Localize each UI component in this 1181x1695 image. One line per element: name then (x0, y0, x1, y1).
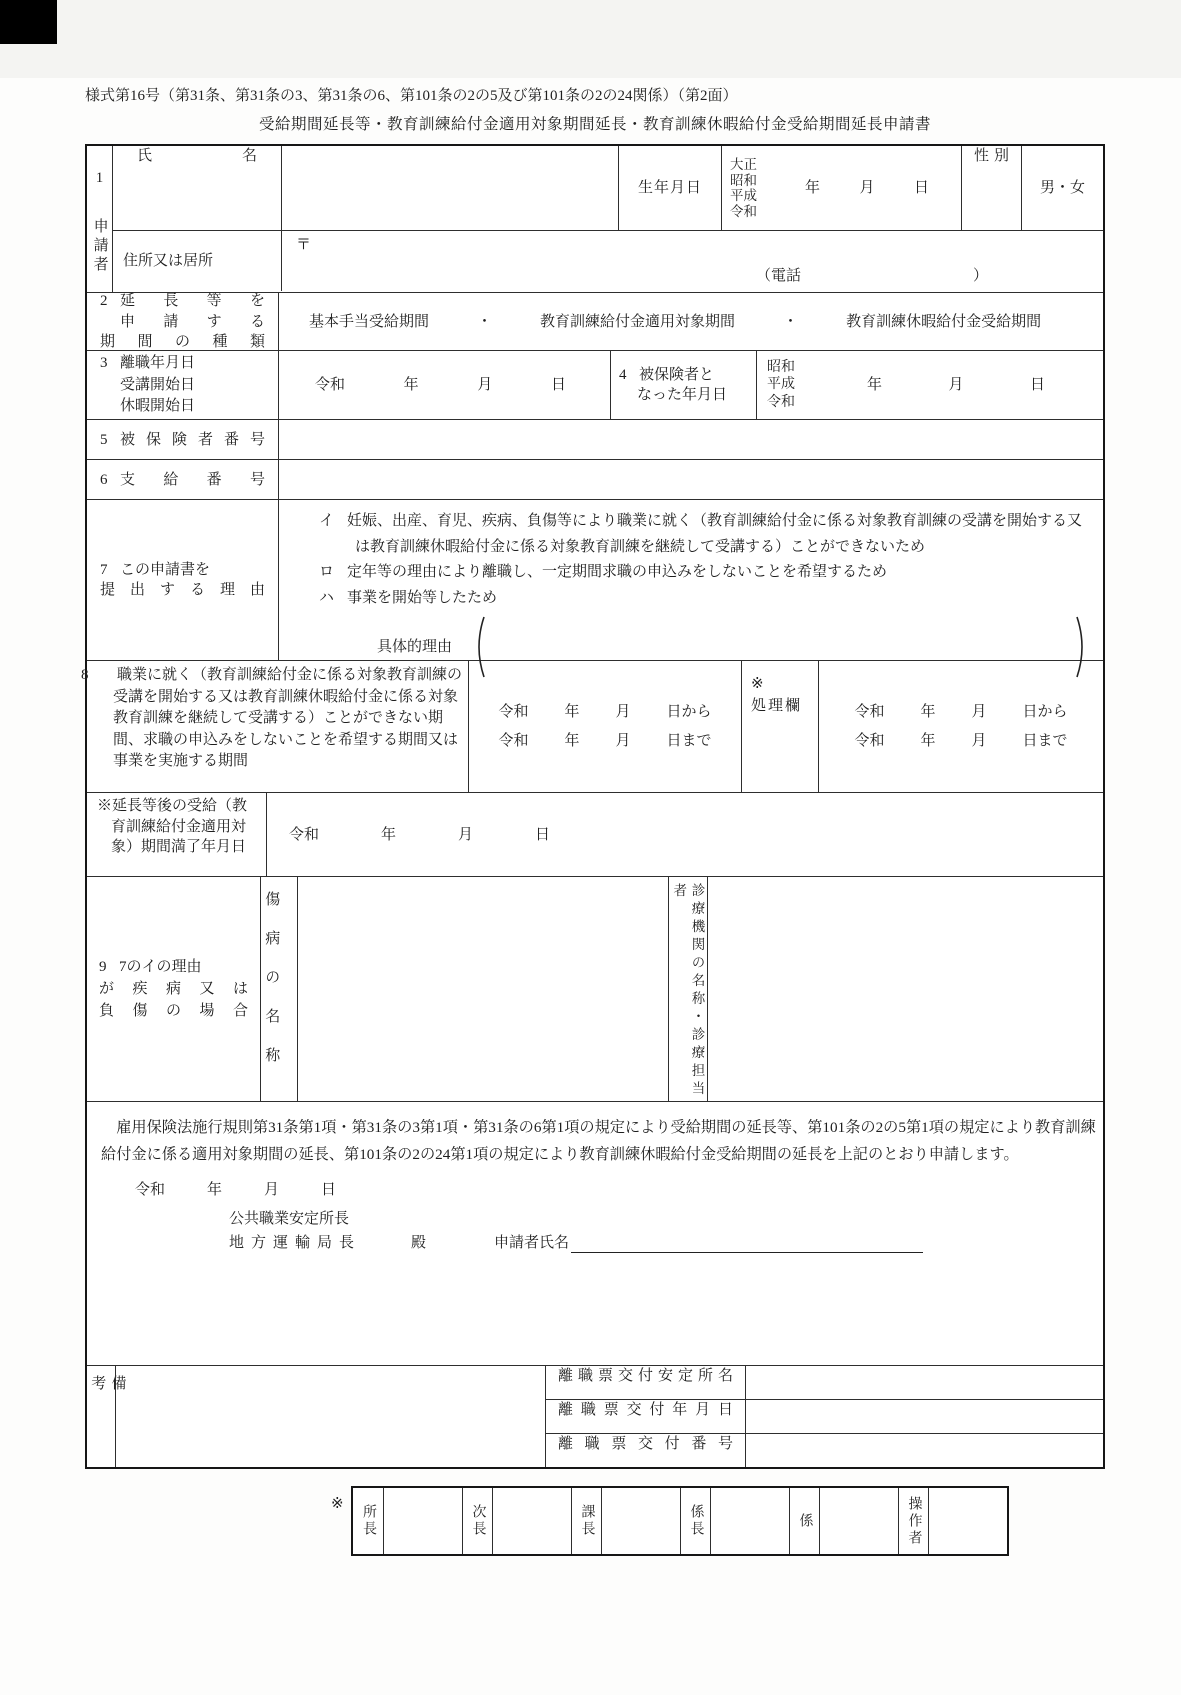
payment-number-row (87, 459, 1103, 499)
slip-number-input-cell[interactable] (746, 1434, 1103, 1467)
period-type-option-basic[interactable]: 基本手当受給期間 (309, 313, 430, 330)
insured-date-label-cell: 4 被保険者と なった年月日 (610, 351, 756, 419)
expiry-label-cell: ※延長等後の受給（教育訓練給付金適用対象）期間満了年月日 (97, 798, 248, 856)
slip-date-input-cell[interactable] (746, 1400, 1103, 1433)
applicant-row-header (87, 146, 112, 292)
clinic-input-cell[interactable] (707, 877, 1103, 1101)
name-label-cell (113, 146, 281, 230)
stamp-label-section-chief: 課長 (571, 1488, 601, 1554)
phone-open-label: （電話 (756, 267, 802, 284)
detail-reason-label: 具体的理由 (377, 639, 453, 656)
applicant-row (87, 146, 1103, 292)
illness-label-cell: 9 7のイの理由 が疾病又は 負傷の場合 (99, 959, 248, 1020)
separation-slip-table (545, 1366, 1103, 1467)
sex-options[interactable]: 男・女 (1039, 180, 1085, 197)
scan-artifact-mark (0, 0, 57, 44)
remarks-label-cell (87, 1366, 126, 1467)
birth-date-label: 生年月日 (637, 180, 702, 197)
stamp-cell-director[interactable] (383, 1488, 462, 1554)
birth-ymd-units: 年 月 日 (805, 180, 929, 197)
insured-ymd-units: 年 月 日 (867, 377, 1045, 394)
period-type-option-training[interactable]: 教育訓練給付金適用対象期間 (540, 313, 736, 330)
clinic-label-cell (668, 877, 707, 1101)
postal-mark: 〒 (296, 237, 312, 254)
declaration-cell (87, 1102, 1110, 1365)
applicant-name-signature-line[interactable] (571, 1237, 923, 1253)
period-type-row (87, 292, 1103, 350)
addressee-transport-bureau: 地方運輸局長 (229, 1234, 362, 1251)
declaration-date-input[interactable]: 令和 年 月 日 (135, 1182, 337, 1199)
payment-number-label-cell: 6 支給番号 (100, 471, 265, 488)
birth-date-input-cell[interactable] (721, 146, 961, 230)
clinic-label: 診療機関の名称・診療担当者 (671, 883, 705, 1100)
stamp-cell-deputy-director[interactable] (492, 1488, 571, 1554)
processing-to-line: 令和 年 月 日まで (854, 733, 1068, 750)
option-separator: ・ (783, 313, 799, 330)
remarks-row (87, 1365, 1103, 1467)
honorific-label: 殿 (411, 1234, 427, 1251)
remarks-label: 備考 (89, 1375, 126, 1437)
period-row (81, 660, 1103, 792)
form-number-line: 様式第16号（第31条、第31条の3、第31条の6、第101条の2の5及び第101条の2の24関係）（第2面） (85, 88, 738, 104)
address-input-cell[interactable] (281, 231, 1103, 291)
slip-date-label-cell: 離職票交付年月日 (546, 1400, 746, 1433)
reason-option-ha[interactable]: ハ 事業を開始等したため (319, 589, 498, 606)
option-separator: ・ (477, 313, 493, 330)
applicant-name-label: 申請者氏名 (494, 1234, 570, 1251)
injury-name-input-cell[interactable] (297, 877, 668, 1101)
reason-label-cell: 7 この申請書を 提出する理由 (100, 561, 265, 599)
stamp-cell-operator[interactable] (928, 1488, 1007, 1554)
processing-column-label-cell (741, 661, 818, 792)
address-label-cell (113, 231, 281, 291)
applicant-row-number: 1 (95, 170, 104, 187)
slip-office-row (546, 1366, 1103, 1399)
period-to-line: 令和 年 月 日まで (498, 733, 712, 750)
payment-number-input-cell[interactable] (278, 460, 1103, 499)
sex-choice-cell[interactable] (1021, 146, 1103, 230)
name-input-cell[interactable] (281, 146, 618, 230)
form-title: 受給期間延長等・教育訓練給付金適用対象期間延長・教育訓練休暇給付金受給期間延長申請書 (258, 116, 931, 134)
injury-name-label-cell (260, 877, 297, 1101)
stamp-cell-section-chief[interactable] (601, 1488, 680, 1554)
injury-name-label: 傷病の名称 (263, 891, 280, 1087)
period-type-options-cell (278, 293, 1103, 350)
period-type-option-leave[interactable]: 教育訓練休暇給付金受給期間 (846, 313, 1042, 330)
reason-options-cell (278, 500, 1103, 660)
stamp-label-deputy-director: 次長 (462, 1488, 492, 1554)
insured-number-row (87, 419, 1103, 459)
expiry-date-input-cell[interactable]: 令和 年 月 日 (266, 793, 1103, 876)
stamp-label-director: 所長 (361, 1504, 377, 1539)
phone-close-label: ） (972, 267, 988, 284)
sex-label-cell (961, 146, 1021, 230)
stamp-label-staff: 係 (789, 1488, 819, 1554)
approval-mark: ※ (331, 1496, 344, 1513)
address-label: 住所又は居所 (123, 253, 214, 270)
addressee-public-employment-office: 公共職業安定所長 (229, 1211, 350, 1228)
processing-period-input-cell[interactable] (818, 661, 1103, 792)
expiry-row (87, 792, 1103, 876)
separation-date-row (87, 350, 1103, 419)
stamp-label-subsection-chief: 係長 (680, 1488, 710, 1554)
reason-option-ro[interactable]: ロ 定年等の理由により離職し、一定期間求職の申込みをしないことを希望するため (319, 564, 888, 581)
stamp-cell-staff[interactable] (819, 1488, 898, 1554)
illness-row (87, 876, 1103, 1101)
period-input-cell[interactable] (468, 661, 741, 792)
slip-number-row (546, 1433, 1103, 1467)
insured-era-options[interactable]: 昭和 平成 令和 (767, 359, 795, 410)
period-label-cell: 8 職業に就く（教育訓練給付金に係る対象教育訓練の受講を開始する又は教育訓練休暇給付金に係る対象教育訓練を継続して受講する）ことができない期間、求職の申込みをしないことを希望する期間又は事業を実施する期間 (81, 667, 463, 770)
slip-office-input-cell[interactable] (746, 1366, 1103, 1399)
period-type-label-cell: 2 延長等を 申請する 期間の種類 (100, 293, 265, 350)
phone-input-area[interactable] (756, 266, 988, 286)
insured-date-input-cell[interactable] (756, 351, 1103, 419)
period-from-line: 令和 年 月 日から (498, 703, 712, 720)
reason-option-i[interactable]: イ 妊娠、出産、育児、疾病、負傷等により職業に就く（教育訓練給付金に係る対象教育訓練の受講を開始する又は教育訓練休暇給付金に係る対象教育訓練を継続して受講する）ことができないため (319, 513, 1083, 555)
main-form-table (81, 144, 1105, 1469)
approval-stamp-section (85, 1486, 1105, 1556)
birth-date-label-cell (618, 146, 721, 230)
declaration-row (87, 1101, 1103, 1365)
addressee-line (101, 1233, 1096, 1253)
separation-date-input-cell[interactable]: 令和 年 月 日 (278, 351, 610, 419)
insured-number-input-cell[interactable] (278, 420, 1103, 459)
declaration-statement: 雇用保険法施行規則第31条第1項・第31条の3第1項・第31条の6第1項の規定により受給期間の延長等、第101条の2の5第1項の規定により教育訓練給付金に係る適用対象期間の延長、第101条の2の24第1項の規定により教育訓練休暇給付金受給期間の延長を上記のとおり申請します。 (101, 1119, 1096, 1164)
form-page (81, 86, 1105, 1556)
reason-row (87, 499, 1103, 660)
insured-number-label-cell: 5 被保険者番号 (100, 431, 265, 448)
name-label: 氏名 (137, 148, 257, 165)
sex-label: 性別 (974, 148, 1009, 165)
birth-era-options[interactable]: 大正 昭和 平成 令和 (730, 157, 757, 219)
applicant-role-label: 申請者 (91, 218, 108, 276)
approval-stamp-table (351, 1486, 1009, 1556)
stamp-label-operator: 操作者 (898, 1488, 928, 1554)
separation-date-label-cell: 3 離職年月日 受講開始日 休暇開始日 (100, 355, 196, 415)
processing-mark: ※ (751, 676, 764, 693)
slip-date-row (546, 1399, 1103, 1433)
remarks-input-cell[interactable] (115, 1366, 545, 1467)
processing-from-line: 令和 年 月 日から (854, 703, 1068, 720)
stamp-cell-subsection-chief[interactable] (710, 1488, 789, 1554)
processing-label: 処理欄 (751, 698, 803, 715)
slip-office-label-cell: 離職票交付安定所名 (546, 1366, 746, 1399)
slip-number-label-cell: 離職票交付番号 (546, 1434, 746, 1467)
